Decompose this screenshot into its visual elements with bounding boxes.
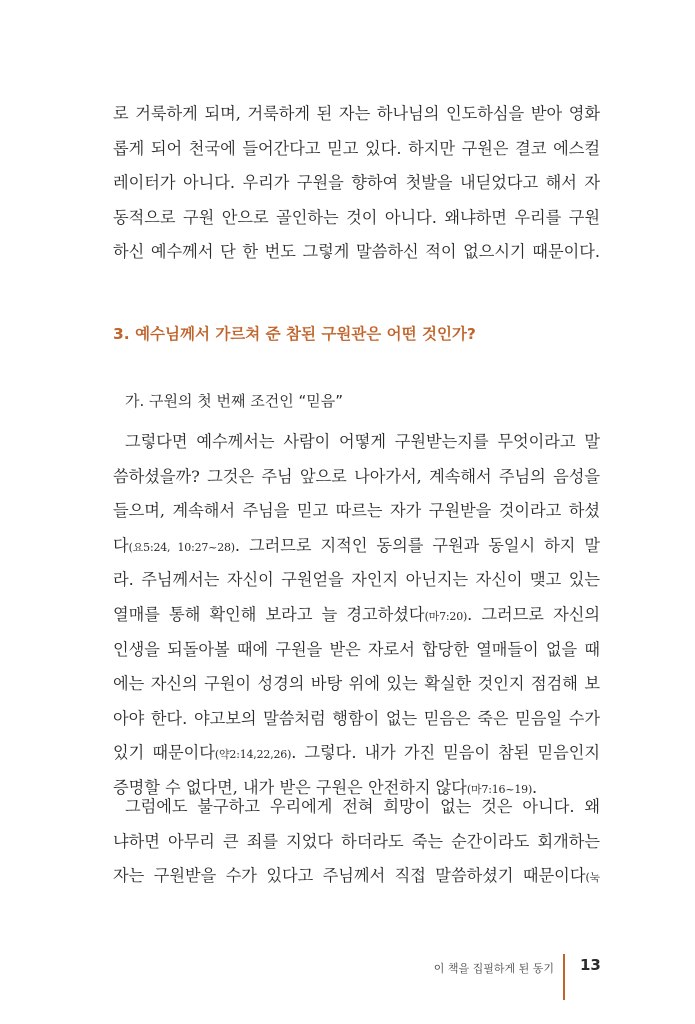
text-line: 레이터가 아니다. 우리가 구원을 향하여 첫발을 내딛었다고 해서 자 (113, 173, 600, 193)
text-line: 롭게 되어 천국에 들어간다고 믿고 있다. 하지만 구원은 결코 에스컬 (113, 138, 600, 158)
text-span: . 그러므로 자신의 (467, 604, 600, 624)
scripture-reference: (눅 (585, 871, 600, 885)
scripture-reference: (마7:16~19) (466, 782, 533, 796)
text-line: 아야 한다. 야고보의 말씀처럼 행함이 없는 믿음은 죽은 믿음일 수가 (113, 708, 600, 728)
text-line: 동적으로 구원 안으로 골인하는 것이 아니다. 왜냐하면 우리를 구원 (113, 207, 600, 227)
text-span: 증명할 수 없다면, 내가 받은 구원은 안전하지 않다 (113, 777, 467, 797)
subsection-heading: 가. 구원의 첫 번째 조건인 “믿음” (125, 392, 344, 410)
text-line: 들으며, 계속해서 주님을 믿고 따르는 자가 구원받을 것이라고 하셨 (113, 501, 600, 521)
running-footer-title: 이 책을 집필하게 된 동기 (433, 962, 554, 975)
text-line: 그럼에도 불구하고 우리에게 전혀 희망이 없는 것은 아니다. 왜 (125, 797, 600, 816)
page-number: 13 (580, 956, 601, 974)
text-line (113, 859, 600, 894)
text-span: . (532, 777, 538, 797)
scripture-reference: (요5:24, 10:27~28) (128, 540, 235, 554)
text-line: 씀하셨을까? 그것은 주님 앞으로 나아가서, 계속해서 주님의 음성을 (113, 466, 600, 486)
footer-divider (563, 954, 565, 1000)
text-line: 인생을 되돌아볼 때에 구원을 받은 자로서 합당한 열매들이 없을 때 (113, 639, 600, 659)
scripture-reference: (마7:20) (424, 609, 468, 623)
text-line: 냐하면 아무리 큰 죄를 지었다 하더라도 죽는 순간이라도 회개하는 (113, 831, 600, 851)
text-line (113, 736, 600, 771)
text-line: 그렇다면 예수께서는 사람이 어떻게 구원받는지를 무엇이라고 말 (125, 432, 600, 451)
body-paragraph-2 (113, 425, 600, 806)
text-span: 있기 때문이다 (113, 743, 215, 763)
text-line: 에는 자신의 구원이 성경의 바탕 위에 있는 확실한 것인지 점검해 보 (113, 674, 600, 694)
text-span: . 그러므로 지적인 동의를 구원과 동일시 하지 말 (234, 535, 600, 555)
text-span: 자는 구원받을 수가 있다고 주님께서 직접 말씀하셨기 때문이다 (113, 866, 586, 886)
text-line: 하신 예수께서 단 한 번도 그렇게 말씀하신 적이 없으시기 때문이다. (113, 242, 600, 262)
section-heading: 3. 예수님께서 가르쳐 준 참된 구원관은 어떤 것인가? (113, 325, 476, 343)
text-line (113, 598, 600, 633)
text-line: 로 거룩하게 되며, 거룩하게 된 자는 하나님의 인도하심을 받아 영화 (113, 104, 600, 123)
page-footer (0, 950, 695, 1000)
text-span: . 그렇다. 내가 가진 믿음이 참된 믿음인지 (291, 743, 600, 763)
scripture-reference: (약2:14,22,26) (214, 748, 292, 762)
text-span: 열매를 통해 확인해 보라고 늘 경고하셨다 (113, 604, 425, 624)
text-span: 다 (113, 535, 129, 555)
body-paragraph-1 (113, 97, 600, 270)
text-line: 라. 주님께서는 자신이 구원얻을 자인지 아닌지는 자신이 맺고 있는 (113, 570, 600, 590)
text-line (113, 529, 600, 564)
body-paragraph-3 (113, 790, 600, 894)
